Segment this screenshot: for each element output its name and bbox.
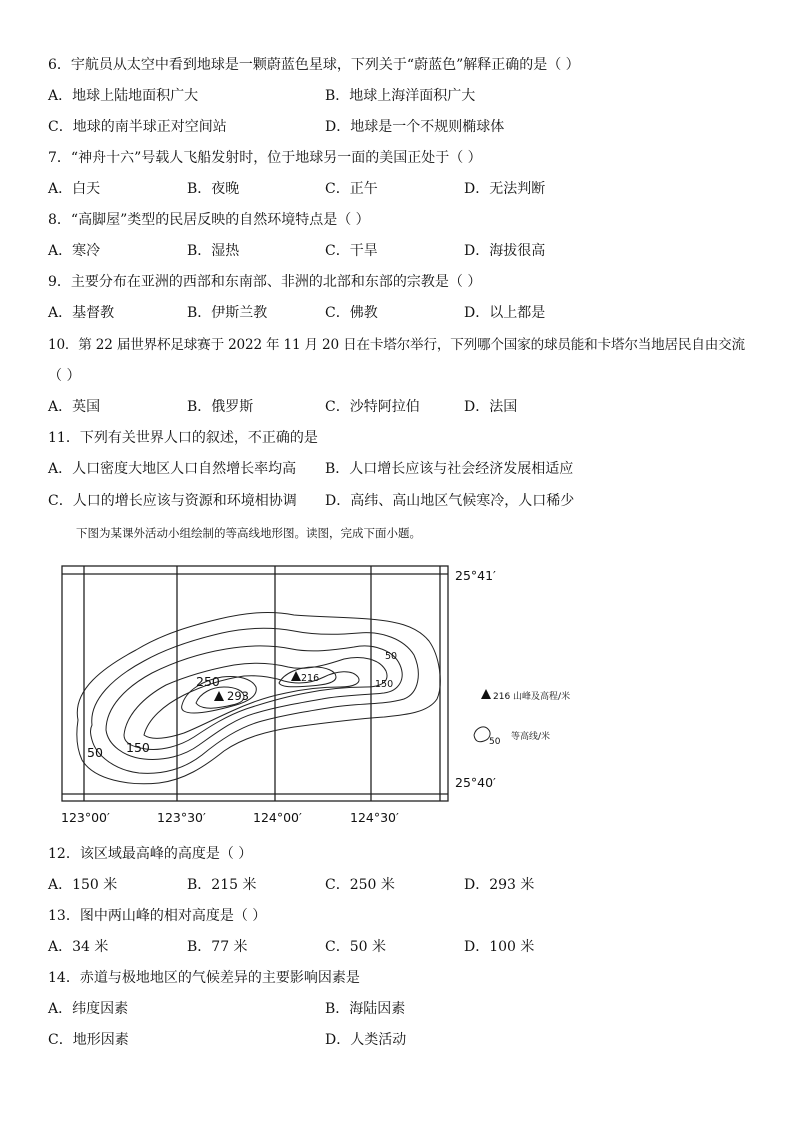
q8-option-c[interactable]: C．干旱 [325, 243, 378, 259]
q14-option-c[interactable]: C．地形因素 [48, 1032, 129, 1048]
q6-option-c[interactable]: C．地球的南半球正对空间站 [48, 119, 227, 135]
question-6-stem: 6．宇航员从太空中看到地球是一颗蔚蓝色星球，下列关于“蔚蓝色”解释正确的是（ ） [48, 57, 580, 73]
question-14-stem: 14．赤道与极地地区的气候差异的主要影响因素是 [48, 970, 360, 986]
question-10-stem-cont: （ ） [48, 368, 81, 384]
q11-option-b[interactable]: B．人口增长应该与社会经济发展相适应 [325, 461, 574, 477]
q6-option-b[interactable]: B．地球上海洋面积广大 [325, 88, 476, 104]
contour-label-150-right: 150 [375, 679, 394, 690]
q14-option-d[interactable]: D．人类活动 [325, 1032, 407, 1048]
q10-option-d[interactable]: D．法国 [464, 399, 518, 415]
q10-option-a[interactable]: A．英国 [48, 399, 101, 415]
contour-label-150-left: 150 [126, 740, 150, 755]
q7-option-d[interactable]: D．无法判断 [464, 181, 546, 197]
legend-peak-label: 216 山峰及高程/米 [493, 692, 571, 702]
q7-option-a[interactable]: A．白天 [48, 181, 101, 197]
lat-label-top: 25°41′ [455, 568, 496, 583]
map-intro-text: 下图为某课外活动小组绘制的等高线地形图。读图，完成下面小题。 [76, 526, 421, 540]
legend-contour-label: 等高线/米 [511, 732, 551, 742]
q8-option-b[interactable]: B．湿热 [187, 243, 240, 259]
contour-map [44, 555, 596, 827]
q12-option-a[interactable]: A．150 米 [48, 877, 118, 893]
question-13-stem: 13．图中两山峰的相对高度是（ ） [48, 908, 267, 924]
legend-contour-value: 50 [489, 737, 501, 747]
q6-option-a[interactable]: A．地球上陆地面积广大 [48, 88, 199, 104]
q13-option-a[interactable]: A．34 米 [48, 939, 109, 955]
q10-option-c[interactable]: C．沙特阿拉伯 [325, 399, 420, 415]
q9-option-d[interactable]: D．以上都是 [464, 305, 546, 321]
q12-option-d[interactable]: D．293 米 [464, 877, 535, 893]
q7-option-b[interactable]: B．夜晚 [187, 181, 240, 197]
lon-label-3: 124°00′ [253, 810, 302, 825]
q14-option-a[interactable]: A．纬度因素 [48, 1001, 129, 1017]
q14-option-b[interactable]: B．海陆因素 [325, 1001, 406, 1017]
q11-option-c[interactable]: C．人口的增长应该与资源和环境相协调 [48, 493, 297, 509]
q8-option-a[interactable]: A．寒冷 [48, 243, 101, 259]
q10-option-b[interactable]: B．俄罗斯 [187, 399, 254, 415]
contour-label-50-right: 50 [385, 651, 398, 662]
q9-option-c[interactable]: C．佛教 [325, 305, 378, 321]
q12-option-c[interactable]: C．250 米 [325, 877, 395, 893]
q8-option-d[interactable]: D．海拔很高 [464, 243, 546, 259]
question-8-stem: 8．“高脚屋”类型的民居反映的自然环境特点是（ ） [48, 212, 370, 228]
lon-label-4: 124°30′ [350, 810, 399, 825]
lon-label-1: 123°00′ [61, 810, 110, 825]
q13-option-c[interactable]: C．50 米 [325, 939, 386, 955]
q12-option-b[interactable]: B．215 米 [187, 877, 257, 893]
lat-label-bottom: 25°40′ [455, 775, 496, 790]
q6-option-d[interactable]: D．地球是一个不规则椭球体 [325, 119, 505, 135]
q9-option-b[interactable]: B．伊斯兰教 [187, 305, 268, 321]
q7-option-c[interactable]: C．正午 [325, 181, 378, 197]
q11-option-d[interactable]: D．高纬、高山地区气候寒冷，人口稀少 [325, 493, 575, 509]
lon-label-2: 123°30′ [157, 810, 206, 825]
contour-label-250: 250 [196, 674, 220, 689]
contour-label-50-left: 50 [87, 745, 103, 760]
q13-option-b[interactable]: B．77 米 [187, 939, 248, 955]
question-7-stem: 7．“神舟十六”号载人飞船发射时，位于地球另一面的美国正处于（ ） [48, 150, 482, 166]
question-9-stem: 9．主要分布在亚洲的西部和东南部、非洲的北部和东部的宗教是（ ） [48, 274, 482, 290]
question-11-stem: 11．下列有关世界人口的叙述，不正确的是 [48, 430, 318, 446]
peak-label-293: 293 [227, 689, 249, 703]
question-10-stem: 10．第 22 届世界杯足球赛于 2022 年 11 月 20 日在卡塔尔举行，下列哪个国家的球员能和卡塔尔当地居民自由交流 [48, 337, 745, 353]
q11-option-a[interactable]: A．人口密度大地区人口自然增长率均高 [48, 461, 297, 477]
q9-option-a[interactable]: A．基督教 [48, 305, 115, 321]
q13-option-d[interactable]: D．100 米 [464, 939, 535, 955]
question-12-stem: 12．该区域最高峰的高度是（ ） [48, 846, 253, 862]
peak-label-216: 216 [301, 673, 320, 684]
